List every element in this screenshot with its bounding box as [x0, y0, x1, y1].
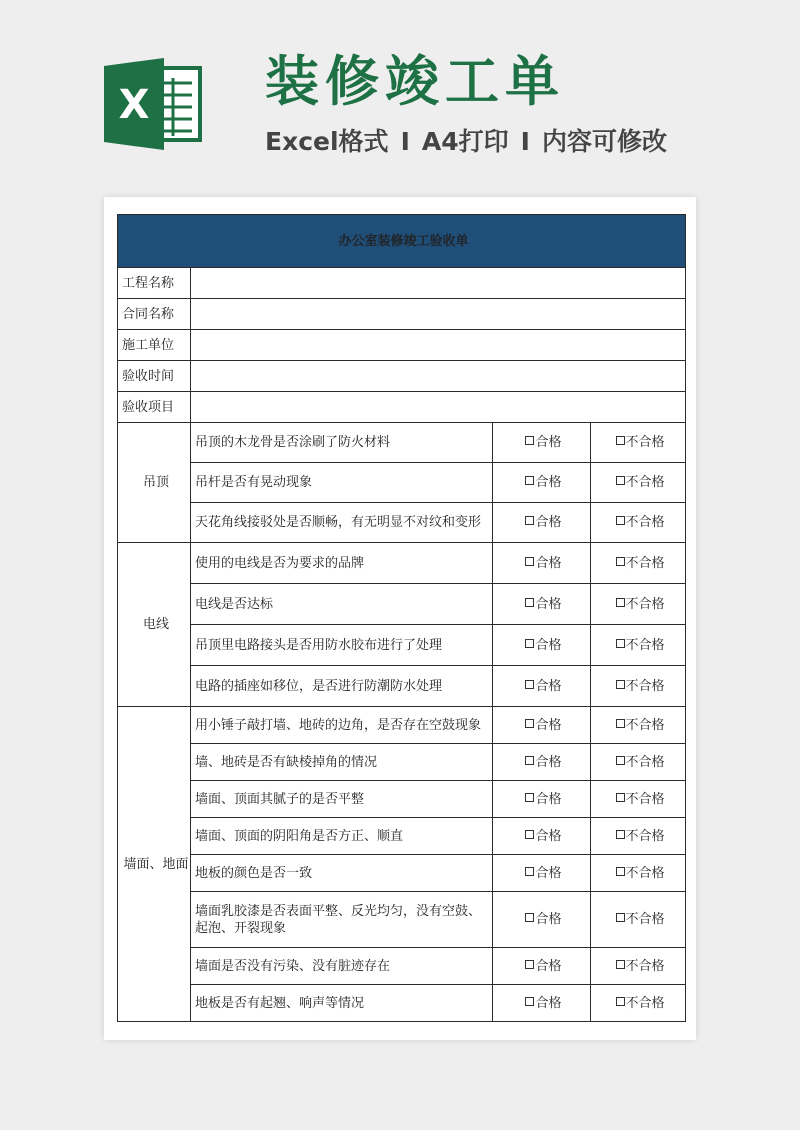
checkbox-icon[interactable] [616, 913, 625, 922]
check-item-text [191, 543, 493, 584]
check-item-row [118, 892, 686, 948]
check-item-label: 吊顶的木龙骨是否涂刷了防火材料 [195, 435, 391, 450]
pass-option-label: 合格 [535, 596, 562, 612]
pass-option[interactable] [493, 423, 591, 463]
checkbox-icon[interactable] [616, 598, 625, 607]
check-item-text [191, 463, 493, 503]
check-item-row [118, 423, 686, 463]
check-item-text [191, 781, 493, 818]
check-item-row [118, 855, 686, 892]
fail-option[interactable] [591, 423, 686, 463]
checkbox-icon[interactable] [525, 830, 534, 839]
fail-option[interactable] [591, 666, 686, 707]
subtitle-separator: I [400, 127, 410, 156]
check-item-label: 电线是否达标 [195, 596, 274, 612]
check-item-label: 用小锤子敲打墙、地砖的边角，是否存在空鼓现象 [195, 717, 482, 733]
category-label: 墙面、地面 [118, 707, 191, 1022]
subtitle-separator: I [520, 127, 530, 156]
check-item-row [118, 625, 686, 666]
check-item-row [118, 744, 686, 781]
fail-option-label: 不合格 [625, 475, 665, 490]
info-row [118, 268, 686, 299]
fail-option-label: 不合格 [625, 717, 665, 733]
checkbox-icon[interactable] [616, 516, 625, 525]
info-row [118, 330, 686, 361]
form-title: 办公室装修竣工验收单 [118, 215, 686, 268]
check-item-text [191, 625, 493, 666]
check-item-text [191, 744, 493, 781]
check-item-text [191, 855, 493, 892]
check-item-label: 墙、地砖是否有缺棱掉角的情况 [195, 754, 378, 770]
check-item-label: 使用的电线是否为要求的品牌 [195, 555, 365, 571]
check-item-row [118, 503, 686, 543]
fail-option[interactable] [591, 744, 686, 781]
checkbox-icon[interactable] [525, 516, 534, 525]
pass-option-label: 合格 [535, 754, 562, 770]
fail-option-label: 不合格 [625, 515, 665, 530]
pass-option-label: 合格 [535, 717, 562, 733]
checkbox-icon[interactable] [616, 830, 625, 839]
pass-option[interactable] [493, 463, 591, 503]
pass-option[interactable] [493, 892, 591, 948]
excel-icon [104, 58, 204, 150]
check-item-row [118, 463, 686, 503]
fail-option[interactable] [591, 948, 686, 985]
fail-option[interactable] [591, 584, 686, 625]
checkbox-icon[interactable] [616, 557, 625, 566]
pass-option-label: 合格 [535, 828, 562, 844]
info-label: 验收项目 [118, 392, 191, 423]
check-item-label: 吊杆是否有晃动现象 [195, 475, 313, 490]
info-value-field[interactable] [191, 361, 686, 392]
acceptance-form [117, 214, 686, 1022]
info-value-field[interactable] [191, 392, 686, 423]
check-item-row [118, 948, 686, 985]
subtitle-format: Excel格式 [265, 127, 389, 156]
pass-option[interactable] [493, 666, 591, 707]
checkbox-icon[interactable] [525, 793, 534, 802]
pass-option[interactable] [493, 855, 591, 892]
banner [0, 0, 800, 200]
excel-logo-letter: X [118, 82, 150, 128]
pass-option[interactable] [493, 818, 591, 855]
check-item-label: 地板是否有起翘、响声等情况 [195, 995, 365, 1011]
pass-option[interactable] [493, 744, 591, 781]
pass-option[interactable] [493, 948, 591, 985]
fail-option-label: 不合格 [625, 555, 665, 571]
fail-option-label: 不合格 [625, 435, 665, 450]
check-item-text [191, 892, 493, 948]
checkbox-icon[interactable] [616, 867, 625, 876]
checkbox-icon[interactable] [616, 680, 625, 689]
check-item-text [191, 423, 493, 463]
check-item-row [118, 818, 686, 855]
pass-option[interactable] [493, 543, 591, 584]
check-item-row [118, 666, 686, 707]
fail-option[interactable] [591, 855, 686, 892]
info-label: 验收时间 [118, 361, 191, 392]
pass-option[interactable] [493, 584, 591, 625]
checkbox-icon[interactable] [616, 436, 625, 445]
subtitle-editable: 内容可修改 [541, 127, 667, 156]
fail-option[interactable] [591, 781, 686, 818]
pass-option[interactable] [493, 503, 591, 543]
checkbox-icon[interactable] [525, 756, 534, 765]
check-item-label: 地板的颜色是否一致 [195, 865, 313, 881]
fail-option-label: 不合格 [625, 791, 665, 807]
checkbox-icon[interactable] [525, 598, 534, 607]
info-row [118, 392, 686, 423]
checkbox-icon[interactable] [616, 793, 625, 802]
checkbox-icon[interactable] [616, 960, 625, 969]
pass-option-label: 合格 [535, 678, 562, 694]
subtitle-print: A4打印 [421, 127, 509, 156]
info-value-field[interactable] [191, 330, 686, 361]
checkbox-icon[interactable] [525, 719, 534, 728]
check-item-text [191, 584, 493, 625]
check-item-text [191, 985, 493, 1022]
check-item-text [191, 818, 493, 855]
pass-option-label: 合格 [535, 958, 562, 974]
checkbox-icon[interactable] [525, 476, 534, 485]
pass-option-label: 合格 [535, 995, 562, 1011]
check-item-text [191, 948, 493, 985]
check-item-label: 墙面乳胶漆是否表面平整、反光均匀，没有空鼓、起泡、开裂现象 [195, 903, 482, 936]
info-value-field[interactable] [191, 268, 686, 299]
info-label: 工程名称 [118, 268, 191, 299]
check-item-text [191, 503, 493, 543]
fail-option[interactable] [591, 892, 686, 948]
check-item-label: 墙面是否没有污染、没有脏迹存在 [195, 958, 391, 974]
fail-option-label: 不合格 [625, 754, 665, 770]
pass-option[interactable] [493, 781, 591, 818]
check-item-text [191, 707, 493, 744]
checkbox-icon[interactable] [616, 997, 625, 1006]
info-value-field[interactable] [191, 299, 686, 330]
fail-option[interactable] [591, 707, 686, 744]
fail-option[interactable] [591, 503, 686, 543]
fail-option-label: 不合格 [625, 637, 665, 653]
fail-option-label: 不合格 [625, 678, 665, 694]
fail-option-label: 不合格 [625, 828, 665, 844]
pass-option-label: 合格 [535, 912, 562, 927]
check-item-label: 墙面、顶面其腻子的是否平整 [195, 791, 365, 807]
check-item-label: 吊顶里电路接头是否用防水胶布进行了处理 [195, 637, 443, 653]
checkbox-icon[interactable] [525, 960, 534, 969]
fail-option-label: 不合格 [625, 995, 665, 1011]
checkbox-icon[interactable] [525, 867, 534, 876]
checkbox-icon[interactable] [525, 436, 534, 445]
category-label: 吊顶 [118, 423, 191, 543]
pass-option[interactable] [493, 625, 591, 666]
fail-option-label: 不合格 [625, 865, 665, 881]
form-sheet [104, 197, 696, 1040]
check-item-label: 天花角线接驳处是否顺畅，有无明显不对纹和变形 [195, 515, 482, 530]
pass-option-label: 合格 [535, 555, 562, 571]
pass-option[interactable] [493, 985, 591, 1022]
info-label: 施工单位 [118, 330, 191, 361]
checkbox-icon[interactable] [525, 997, 534, 1006]
checkbox-icon[interactable] [616, 639, 625, 648]
checkbox-icon[interactable] [525, 680, 534, 689]
page-subtitle [265, 124, 667, 160]
pass-option-label: 合格 [535, 435, 562, 450]
pass-option[interactable] [493, 707, 591, 744]
checkbox-icon[interactable] [616, 719, 625, 728]
pass-option-label: 合格 [535, 475, 562, 490]
fail-option-label: 不合格 [625, 958, 665, 974]
info-label: 合同名称 [118, 299, 191, 330]
fail-option[interactable] [591, 625, 686, 666]
pass-option-label: 合格 [535, 637, 562, 653]
checkbox-icon[interactable] [525, 639, 534, 648]
pass-option-label: 合格 [535, 865, 562, 881]
info-row [118, 299, 686, 330]
checkbox-icon[interactable] [616, 476, 625, 485]
info-row [118, 361, 686, 392]
category-label: 电线 [118, 543, 191, 707]
fail-option[interactable] [591, 985, 686, 1022]
check-item-label: 电路的插座如移位，是否进行防潮防水处理 [195, 678, 443, 694]
check-item-row [118, 584, 686, 625]
check-item-text [191, 666, 493, 707]
fail-option[interactable] [591, 818, 686, 855]
check-item-label: 墙面、顶面的阴阳角是否方正、顺直 [195, 828, 404, 844]
page-title: 装修竣工单 [265, 50, 565, 113]
check-item-row [118, 707, 686, 744]
fail-option-label: 不合格 [625, 596, 665, 612]
check-item-row [118, 543, 686, 584]
checkbox-icon[interactable] [616, 756, 625, 765]
fail-option-label: 不合格 [625, 912, 665, 927]
check-item-row [118, 985, 686, 1022]
checkbox-icon[interactable] [525, 913, 534, 922]
fail-option[interactable] [591, 543, 686, 584]
check-item-row [118, 781, 686, 818]
checkbox-icon[interactable] [525, 557, 534, 566]
pass-option-label: 合格 [535, 515, 562, 530]
fail-option[interactable] [591, 463, 686, 503]
pass-option-label: 合格 [535, 791, 562, 807]
